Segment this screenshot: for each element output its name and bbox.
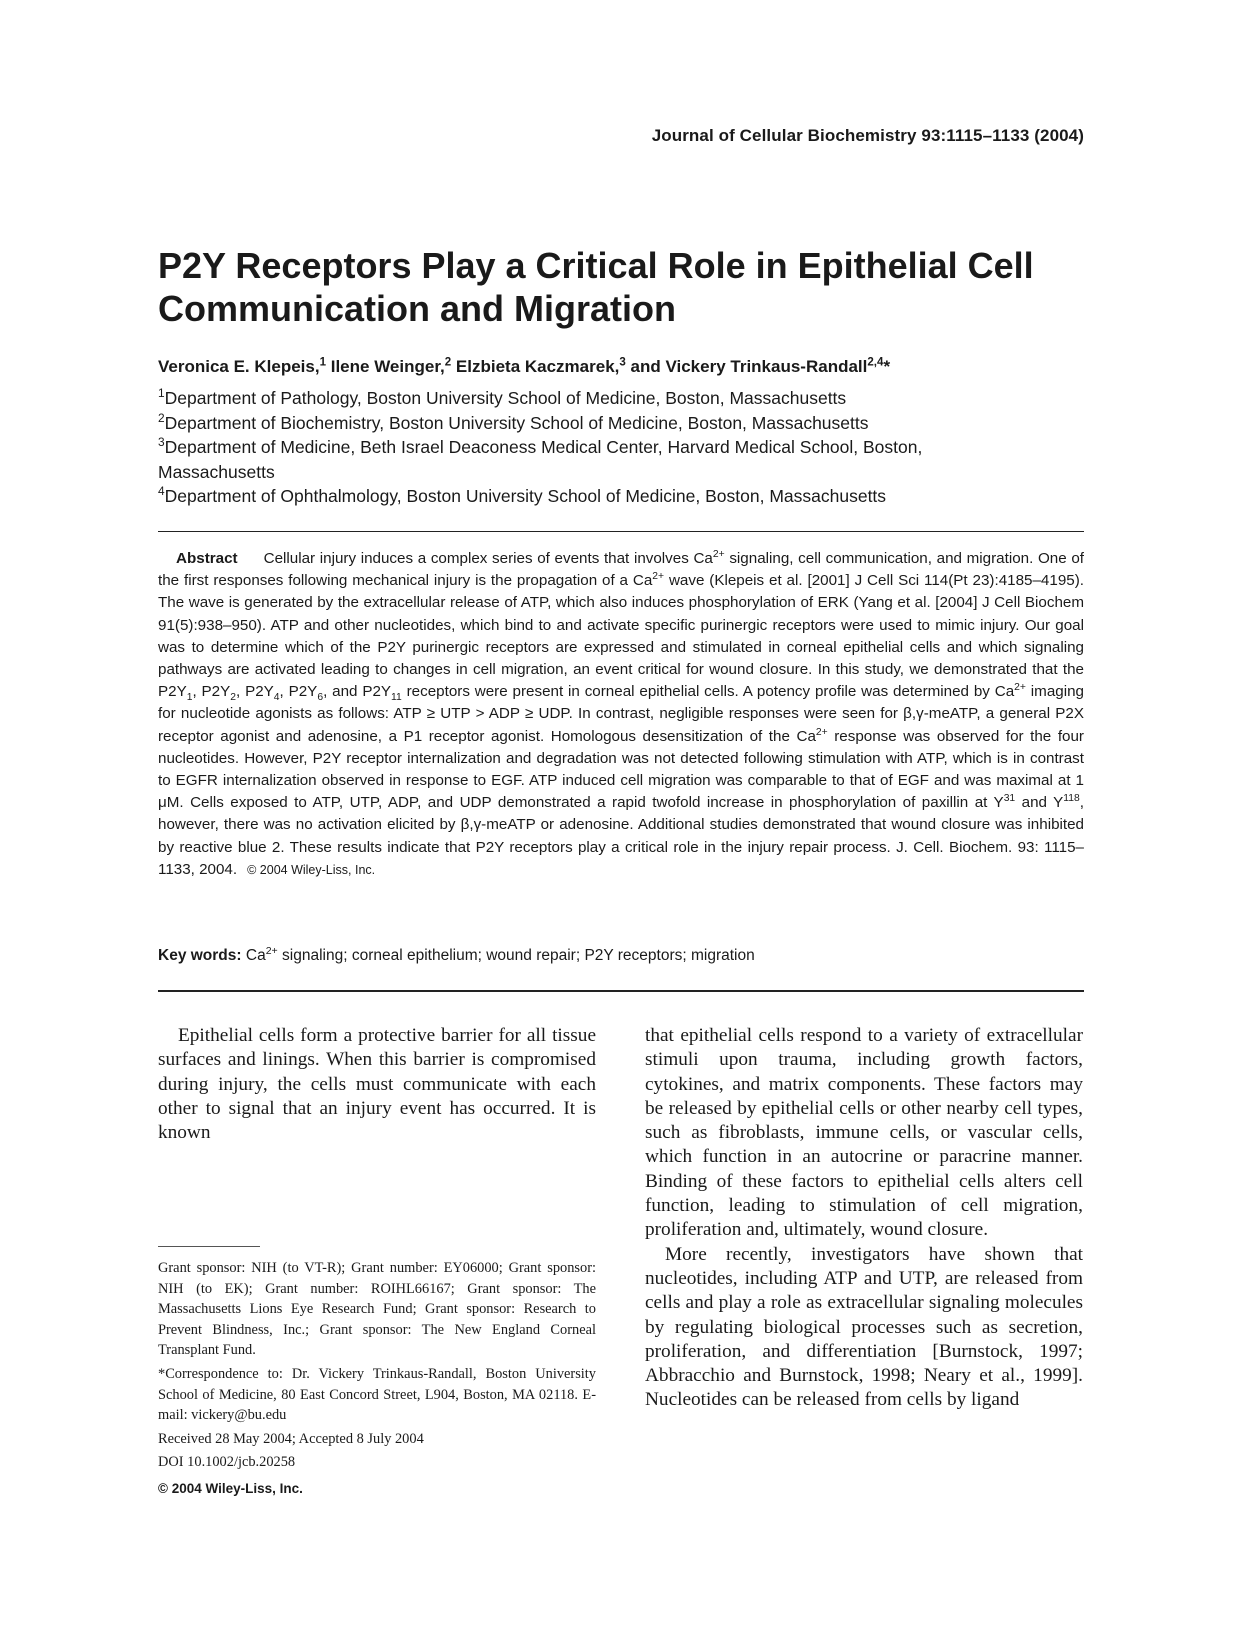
footnote-copyright: © 2004 Wiley-Liss, Inc. (158, 1480, 303, 1496)
abstract-bottom-rule (158, 990, 1084, 992)
abstract-text: Cellular injury induces a complex series of events that involves Ca (263, 550, 713, 567)
received-date: Received 28 May 2004; Accepted 8 July 2004 (158, 1430, 424, 1447)
grant-sponsors: Grant sponsor: NIH (to VT-R); Grant number: EY06000; Grant sponsor: NIH (to EK); Grant number: ROIHL66167; Grant sponsor: The Massachusetts Lions Eye Research Fund; Grant sponsor: Research to Prevent Blindness, Inc.; Grant sponsor: The New England Corneal Transplant Fund. (158, 1260, 596, 1359)
title-line-1: P2Y Receptors Play a Critical Role in Epithelial Cell (158, 245, 1034, 286)
ca-sup: 2+ (1014, 682, 1026, 694)
abstract-label: Abstract (176, 550, 238, 567)
keyword-text: Ca (245, 947, 266, 964)
affil-number: 4 (158, 484, 165, 499)
abstract-text: , however, there was no activation elicited by β,γ-meATP or adenosine. Additional studies demonstrated that wound closure was inhibited by reactive blue 2. These results indicate that P2Y receptors play a critical role in the injury repair process. J. Cell. Biochem. 93: 1115–1133, 2004. (158, 794, 1084, 878)
body-column-left (158, 1024, 596, 1145)
residue-sup: 31 (1003, 793, 1016, 805)
affiliation (158, 386, 1088, 411)
receptor-sub: 11 (391, 692, 402, 704)
author-name: and Vickery Trinkaus-Randall (630, 357, 868, 376)
receptor-sub: 1 (186, 692, 193, 704)
affiliation (158, 484, 1088, 509)
author-affil-sup: 3 (619, 356, 626, 369)
author-name: Elzbieta Kaczmarek, (455, 357, 620, 376)
abstract-text: imaging for nucleotide agonists as follows: ATP ≥ UTP > ADP ≥ UDP. In contrast, negligible responses were seen for β,γ-meATP, a general P2X receptor agonist and adenosine, a P1 receptor agonist. Homologous desensitization of the Ca (158, 683, 1084, 745)
author-affil-sup: 2,4 (867, 356, 884, 369)
affil-text: Department of Medicine, Beth Israel Deaconess Medical Center, Harvard Medical School, Boston, Massachusetts (158, 437, 923, 482)
author-affil-sup: 1 (319, 356, 326, 369)
abstract-copyright: © 2004 Wiley-Liss, Inc. (247, 862, 376, 877)
title-line-2: Communication and Migration (158, 288, 676, 329)
author-name: Veronica E. Klepeis, (158, 357, 320, 376)
abstract-text: receptors were present in corneal epithelial cells. A potency profile was determined by Ca (401, 683, 1015, 701)
affil-number: 3 (158, 435, 165, 450)
abstract-text: wave (Klepeis et al. [2001] J Cell Sci 114(Pt 23):4185–4195). The wave is generated by the extracellular release of ATP, which also induces phosphorylation of ERK (Yang et al. [2004] J Cell Biochem 91(5):938–950). ATP and other nucleotides, which bind to and activate specific purinergic receptors were used to mimic injury. Our goal was to determine which of the P2Y purinergic receptors are expressed and stimulated in corneal epithelial cells and which signaling pathways are activated leading to changes in cell migration, an event critical for wound closure. In this study, we demonstrated that the P2Y (158, 572, 1084, 701)
receptor-sub: 6 (317, 692, 324, 704)
affiliation (158, 435, 958, 484)
abstract-text: response was observed for the four nucleotides. However, P2Y receptor internalization and degradation was not detected following stimulation with ATP, which is in contrast to EGFR internalization observed in response to EGF. ATP induced cell migration was comparable to that of EGF and was maximal at 1 μM. Cells exposed to ATP, UTP, ADP, and UDP demonstrated a rapid twofold increase in phosphorylation of paxillin at Y (158, 727, 1084, 812)
abstract (158, 548, 1084, 881)
body-paragraph: More recently, investigators have shown that nucleotides, including ATP and UTP, are released from cells and play a role as extracellular signaling molecules by regulating biological processes such as secretion, proliferation, and differentiation [Burnstock, 1997; Abbracchio and Burnstock, 1998; Neary et al., 1999]. Nucleotides can be released from cells by ligand (645, 1243, 1083, 1411)
abstract-text: , P2Y (236, 683, 274, 701)
ca-sup: 2+ (712, 548, 725, 560)
abstract-text: signaling, cell communication, and migration. One of the first responses following mechanical injury is the propagation of a Ca (158, 550, 1084, 590)
footnote-rule (158, 1246, 260, 1247)
affil-number: 1 (158, 386, 165, 401)
affiliation-list (158, 386, 1088, 509)
body-paragraph: Epithelial cells form a protective barrier for all tissue surfaces and linings. When this barrier is compromised during injury, the cells must communicate with each other to signal that an injury event has occurred. It is known (158, 1025, 596, 1144)
keyword-text: signaling; corneal epithelium; wound repair; P2Y receptors; migration (277, 947, 755, 964)
author-affil-sup: 2 (444, 356, 452, 369)
affil-text: Department of Biochemistry, Boston University School of Medicine, Boston, Massachusetts (164, 412, 869, 433)
affil-text: Department of Ophthalmology, Boston University School of Medicine, Boston, Massachusetts (164, 486, 887, 506)
journal-citation: Journal of Cellular Biochemistry 93:1115–1133 (2004) (651, 126, 1084, 145)
footnotes (158, 1258, 596, 1503)
receptor-sub: 4 (273, 692, 280, 704)
correspondence: *Correspondence to: Dr. Vickery Trinkaus-Randall, Boston University School of Medicine, 80 East Concord Street, L904, Boston, MA 02118. E-mail: vickery@bu.edu (158, 1365, 596, 1424)
abstract-text: and Y (1015, 794, 1064, 812)
abstract-top-rule (158, 531, 1084, 532)
doi: DOI 10.1002/jcb.20258 (158, 1454, 296, 1471)
receptor-sub: 2 (230, 692, 236, 704)
affil-text: Department of Pathology, Boston University School of Medicine, Boston, Massachusetts (164, 388, 847, 408)
ca-sup: 2+ (265, 944, 278, 957)
residue-sup: 118 (1063, 793, 1080, 805)
affiliation (158, 411, 1088, 436)
author-name: Ilene Weinger, (330, 357, 445, 376)
author-list (158, 357, 890, 377)
ca-sup: 2+ (815, 726, 828, 738)
keywords (158, 944, 1084, 965)
abstract-text: , and P2Y (323, 683, 392, 701)
keywords-label: Key words: (158, 947, 242, 964)
abstract-text: , P2Y (279, 683, 318, 701)
body-paragraph: that epithelial cells respond to a variety of extracellular stimuli upon trauma, including growth factors, cytokines, and matrix components. These factors may be released by epithelial cells or other nearby cell types, such as fibroblasts, immune cells, or vascular cells, which function in an autocrine or paracrine manner. Binding of these factors to epithelial cells alters cell function, leading to stimulation of cell migration, proliferation and, ultimately, wound closure. (645, 1025, 1083, 1241)
corresponding-mark: * (883, 357, 891, 376)
affil-number: 2 (158, 410, 165, 425)
article-title (158, 244, 1088, 330)
ca-sup: 2+ (652, 571, 665, 583)
body-column-right (645, 1024, 1083, 1413)
abstract-text: , P2Y (192, 683, 231, 701)
